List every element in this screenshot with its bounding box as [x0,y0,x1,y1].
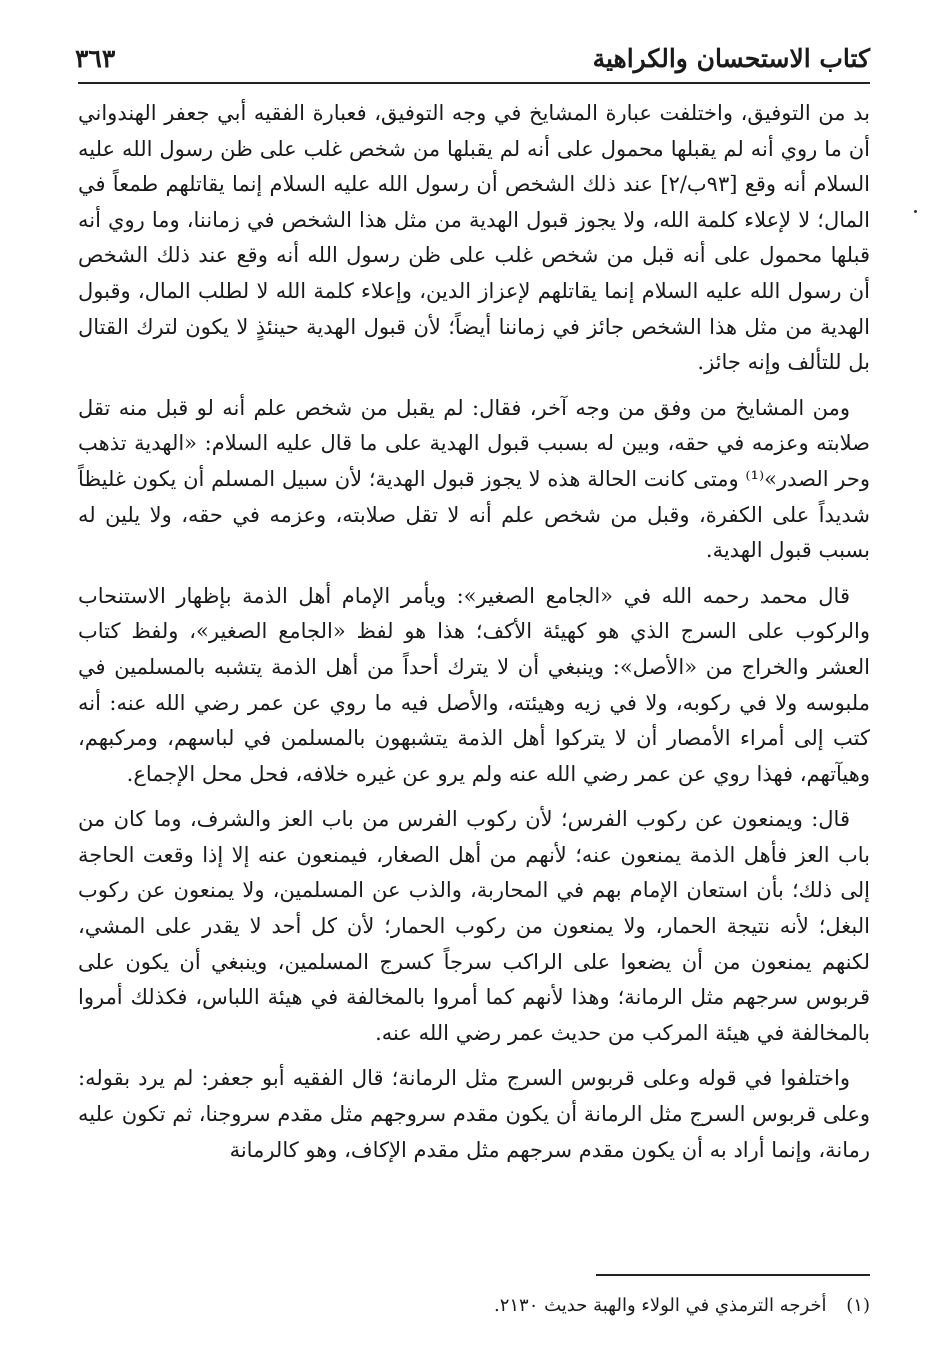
footnote-divider [596,1274,870,1276]
header-divider [78,82,870,84]
page-number: ٣٦٣ [75,43,116,73]
paragraph-2: ومن المشايخ من وفق من وجه آخر، فقال: لم يقبل من شخص علم أنه لو قبل منه تقل صلابته وعزمه في حقه، وبين له بسبب قبول الهدية على ما قال عليه السلام: «الهدية تذهب وحر الصدر»⁽¹⁾ ومتى كانت الحالة هذه لا يجوز قبول الهدية؛ لأن سبيل المسلم أن يكون غليظاً شديداً على الكفرة، وقبل من شخص علم أنه لا تقل صلابته، وعزمه في حقه، ولا يلين له بسبب قبول الهدية. [78,395,870,563]
footnote-text: أخرجه الترمذي في الولاء والهبة حديث ٢١٣٠. [493,1295,827,1316]
footnote-number: (١) [846,1295,870,1316]
paragraph-1: بد من التوفيق، واختلفت عبارة المشايخ في وجه التوفيق، فعبارة الفقيه أبي جعفر الهندواني أن ما روي أنه لم يقبلها محمول على أنه لم يقبلها من شخص غلب على ظن رسول الله عليه السلام أنه وقع [٩٣ب/٢] عند ذلك الشخص أن رسول الله عليه السلام إنما يقاتلهم طمعاً في المال؛ لا لإعلاء كلمة الله، ولا يجوز قبول الهدية من مثل هذا الشخص في زماننا، وما روي أنه قبلها محمول على أنه قبل من شخص غلب على ظن رسول الله أنه وقع عند ذلك الشخص أن رسول الله عليه السلام إنما يقاتلهم لإعزاز الدين، وإعلاء كلمة الله لا لطلب المال، وقبول الهدية من مثل هذا الشخص جائز في زماننا أيضاً؛ لأن قبول الهدية حينئذٍ لا يكون لترك القتال بل للتألف وإنه جائز. [78,101,871,375]
page-header [75,38,870,78]
chapter-title: كتاب الاستحسان والكراهية [592,43,870,73]
scan-speck [914,210,917,213]
paragraph-5: واختلفوا في قوله وعلى قربوس السرج مثل الرمانة؛ قال الفقيه أبو جعفر: لم يرد بقوله: وعلى قربوس السرج مثل الرمانة أن يكون مقدم سروجهم مثل مقدم سروجنا، ثم تكون عليه رمانة، وإنما أراد به أن يكون مقدم سرجهم مثل مقدم الإكاف، وهو كالرمانة [78,1066,870,1162]
paragraph-4: قال: ويمنعون عن ركوب الفرس؛ لأن ركوب الفرس من باب العز والشرف، وما كان من باب العز فأهل الذمة يمنعون عنه؛ لأنهم من أهل الصغار، فيمنعون عنه إلا إذا وقعت الحاجة إلى ذلك؛ بأن استعان الإمام بهم في المحاربة، والذب عن المسلمين، ولا يمنعون عن ركوب البغل؛ لأنه نتيجة الحمار، ولا يمنعون من ركوب الحمار؛ لأن كل أحد لا يقدر على المشي، لكنهم يمنعون من أن يضعوا على الراكب سرجاً كسرج المسلمين، وينبغي أن يكون على قربوس سرجهم مثل الرمانة؛ وهذا لأنهم كما أمروا بالمخالفة في هيئة اللباس، فكذلك أمروا بالمخالفة في هيئة المركب من حديث عمر رضي الله عنه. [78,807,870,1045]
footnote [420,1293,870,1319]
paragraph-3: قال محمد رحمه الله في «الجامع الصغير»: ويأمر الإمام أهل الذمة بإظهار الاستنحاب والركوب على السرج الذي هو كهيئة الأكف؛ هذا هو لفظ «الجامع الصغير»، ولفظ كتاب العشر والخراج من «الأصل»: وينبغي أن لا يترك أحداً من أهل الذمة يتشبه بالمسلمين في ملبوسه ولا في ركوبه، ولا في زيه وهيئته، والأصل فيه ما روي عن عمر رضي الله عنه: أنه كتب إلى أمراء الأمصار أن لا يتركوا أهل الذمة يتشبهون بالمسلمن في لباسهم، ومركبهم، وهيآتهم، فهذا روي عن عمر رضي الله عنه ولم يرو عن غيره خلافه، فحل محل الإجماع. [78,583,870,786]
main-text [78,96,870,1276]
